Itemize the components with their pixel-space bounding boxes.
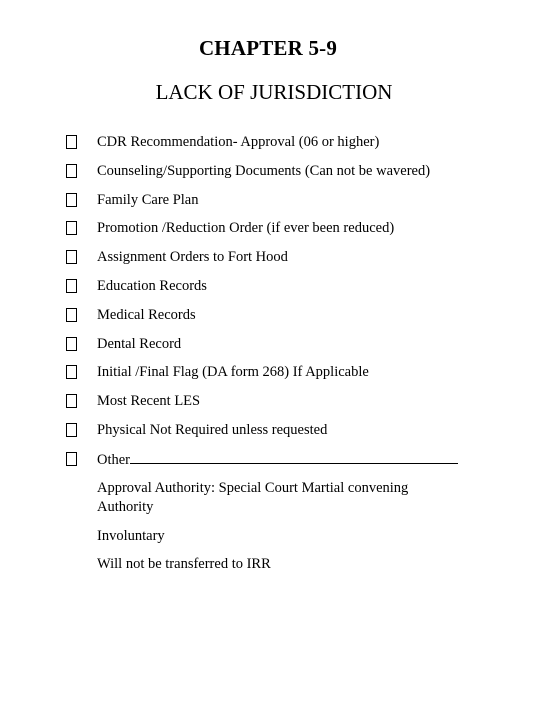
other-fill-in-line[interactable] [130, 450, 458, 464]
checklist-item-counseling-documents[interactable] [66, 162, 506, 184]
checklist-item-initial-final-flag[interactable] [66, 363, 506, 385]
checklist-item-dental-record[interactable] [66, 335, 506, 357]
checklist-item-label: Family Care Plan [97, 192, 199, 208]
checkbox[interactable] [66, 452, 77, 466]
checkbox[interactable] [66, 365, 77, 379]
checklist-item-label: Medical Records [97, 307, 196, 323]
checklist-item-promotion-reduction-order[interactable] [66, 219, 506, 241]
checklist-item-label: CDR Recommendation- Approval (06 or higher) [97, 134, 380, 150]
checkbox[interactable] [66, 193, 77, 207]
checkbox[interactable] [66, 135, 77, 149]
checkbox[interactable] [66, 308, 77, 322]
checkbox[interactable] [66, 164, 77, 178]
checklist-item-label: Assignment Orders to Fort Hood [97, 249, 288, 265]
checkbox[interactable] [66, 394, 77, 408]
chapter-title: CHAPTER 5-9 [198, 36, 338, 60]
checklist-item-label: Physical Not Required unless requested [97, 422, 328, 438]
checklist-item-physical-not-required[interactable] [66, 421, 506, 443]
checkbox[interactable] [66, 221, 77, 235]
transfer-note: Will not be transferred to IRR [97, 556, 271, 572]
checklist-item-cdr-recommendation[interactable] [66, 133, 506, 155]
checklist-item-other[interactable] [66, 450, 506, 472]
checkbox[interactable] [66, 250, 77, 264]
checklist-item-assignment-orders[interactable] [66, 248, 506, 270]
checklist-item-label: Counseling/Supporting Documents (Can not be wavered) [97, 163, 431, 179]
checklist-item-label: Initial /Final Flag (DA form 268) If Applicable [97, 364, 369, 380]
document-subtitle: LACK OF JURISDICTION [155, 80, 393, 104]
checklist-item-label: Education Records [97, 278, 207, 294]
checklist-item-most-recent-les[interactable] [66, 392, 506, 414]
checklist-item-label: Other [97, 452, 131, 468]
checklist-item-label: Dental Record [97, 336, 182, 352]
checklist-item-other-row [97, 450, 458, 469]
checkbox[interactable] [66, 423, 77, 437]
checklist-item-medical-records[interactable] [66, 306, 506, 328]
checkbox[interactable] [66, 279, 77, 293]
checklist-item-family-care-plan[interactable] [66, 191, 506, 213]
checkbox[interactable] [66, 337, 77, 351]
approval-authority-note: Approval Authority: Special Court Martial convening Authority [97, 480, 409, 515]
involuntary-note: Involuntary [97, 528, 165, 544]
checklist-item-label: Most Recent LES [97, 393, 201, 409]
checklist-item-label: Promotion /Reduction Order (if ever been reduced) [97, 220, 395, 236]
checklist-item-education-records[interactable] [66, 277, 506, 299]
